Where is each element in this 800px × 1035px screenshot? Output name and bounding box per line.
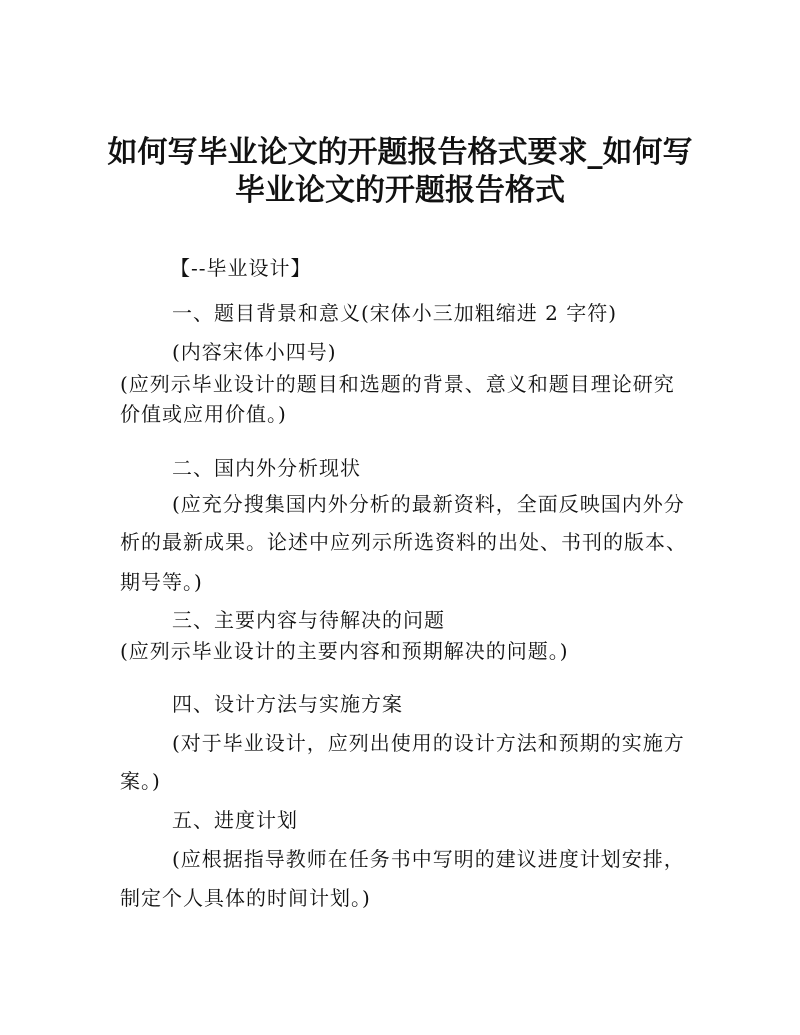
section-5-heading: 五、进度计划 [172, 808, 298, 832]
section-5-body-line-1: (应根据指导教师在任务书中写明的建议进度计划安排， [172, 847, 685, 871]
section-1-note: (内容宋体小四号) [172, 340, 337, 364]
section-2-body-line-2: 析的最新成果。论述中应列示所选资料的出处、书刊的版本、 [120, 530, 687, 554]
section-2-body-line-3: 期号等。) [120, 570, 203, 594]
section-4-heading: 四、设计方法与实施方案 [172, 692, 403, 716]
section-2-heading: 二、国内外分析现状 [172, 456, 361, 480]
section-1-body-line-2: 价值或应用价值。) [120, 402, 287, 426]
category-label: 【--毕业设计】 [170, 256, 312, 280]
section-2-body-line-1: (应充分搜集国内外分析的最新资料，全面反映国内外分 [172, 492, 685, 516]
section-1-heading: 一、题目背景和意义(宋体小三加粗缩进 2 字符) [172, 301, 618, 325]
section-3-body-line-1: (应列示毕业设计的主要内容和预期解决的问题。) [120, 639, 569, 663]
document-title-line-2: 毕业论文的开题报告格式 [235, 173, 565, 208]
section-5-body-line-2: 制定个人具体的时间计划。) [120, 886, 371, 910]
section-4-body-line-2: 案。) [120, 769, 161, 793]
section-3-heading: 三、主要内容与待解决的问题 [172, 608, 445, 632]
section-4-body-line-1: (对于毕业设计，应列出使用的设计方法和预期的实施方 [172, 731, 685, 755]
document-title-line-1: 如何写毕业论文的开题报告格式要求_如何写 [107, 135, 693, 170]
section-1-body-line-1: (应列示毕业设计的题目和选题的背景、意义和题目理论研究 [120, 372, 675, 396]
